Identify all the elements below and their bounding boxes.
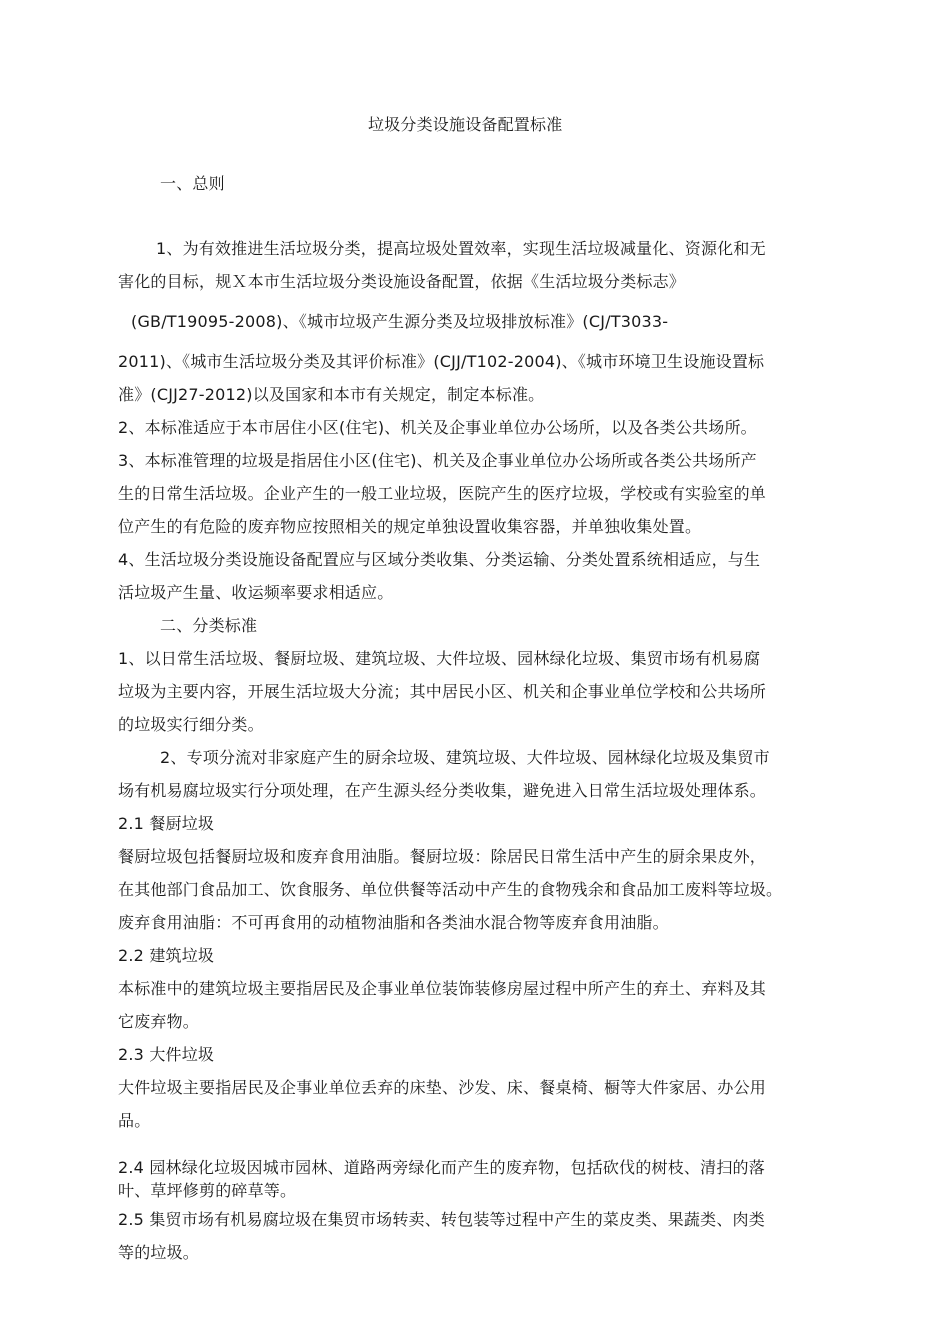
text-line: 餐厨垃圾包括餐厨垃圾和废弃食用油脂。餐厨垃圾：除居民日常生活中产生的厨余果皮外，	[118, 847, 767, 866]
text-line: 生的日常生活垃圾。企业产生的一般工业垃圾，医院产生的医疗垃圾，学校或有实验室的单	[118, 484, 767, 503]
text-line: 垃圾为主要内容，开展生活垃圾大分流；其中居民小区、机关和企事业单位学校和公共场所	[118, 682, 767, 701]
text-line: 的垃圾实行细分类。	[118, 715, 264, 734]
subsection-heading: 2.1 餐厨垃圾	[118, 814, 215, 833]
text-line: 叶、草坪修剪的碎草等。	[118, 1181, 297, 1200]
section-heading: 二、分类标准	[160, 616, 258, 635]
text-line: 等的垃圾。	[118, 1243, 200, 1262]
text-line: 废弃食用油脂：不可再食用的动植物油脂和各类油水混合物等废弃食用油脂。	[118, 913, 669, 932]
text-line: 活垃圾产生量、收运频率要求相适应。	[118, 583, 394, 602]
text-line: (GB/T19095-2008)、《城市垃圾产生源分类及垃圾排放标准》(CJ/T3033-	[131, 312, 669, 331]
text-line: 位产生的有危险的废弃物应按照相关的规定单独设置收集容器，并单独收集处置。	[118, 517, 702, 536]
section-heading: 一、总则	[160, 174, 225, 193]
text-line: 大件垃圾主要指居民及企事业单位丢弃的床垫、沙发、床、餐桌椅、橱等大件家居、办公用	[118, 1078, 767, 1097]
text-line: 2.4 园林绿化垃圾因城市园林、道路两旁绿化而产生的废弃物，包括砍伐的树枝、清扫的落	[118, 1158, 765, 1177]
page-title: 垃圾分类设施设备配置标准	[368, 115, 563, 134]
text-line: 2、本标准适应于本市居住小区(住宅)、机关及企事业单位办公场所，以及各类公共场所。	[118, 418, 757, 437]
text-line: 2011)、《城市生活垃圾分类及其评价标准》(CJJ/T102-2004)、《城市环境卫生设施设置标	[118, 352, 765, 371]
text-line: 准》(CJJ27-2012)以及国家和本市有关规定，制定本标准。	[118, 385, 545, 404]
text-line: 1、以日常生活垃圾、餐厨垃圾、建筑垃圾、大件垃圾、园林绿化垃圾、集贸市场有机易腐	[118, 649, 761, 668]
subsection-heading: 2.3 大件垃圾	[118, 1045, 215, 1064]
text-line: 本标准中的建筑垃圾主要指居民及企事业单位装饰装修房屋过程中所产生的弃土、弃料及其	[118, 979, 767, 998]
text-line: 1、为有效推进生活垃圾分类，提高垃圾处置效率，实现生活垃圾减量化、资源化和无	[156, 239, 766, 258]
text-line: 2.5 集贸市场有机易腐垃圾在集贸市场转卖、转包装等过程中产生的菜皮类、果蔬类、肉类	[118, 1210, 765, 1229]
text-line: 3、本标准管理的垃圾是指居住小区(住宅)、机关及企事业单位办公场所或各类公共场所产	[118, 451, 757, 470]
text-line: 2、专项分流对非家庭产生的厨余垃圾、建筑垃圾、大件垃圾、园林绿化垃圾及集贸市	[160, 748, 770, 767]
text-line: 品。	[118, 1111, 151, 1130]
text-line: 在其他部门食品加工、饮食服务、单位供餐等活动中产生的食物残余和食品加工废料等垃圾。	[118, 880, 783, 899]
subsection-heading: 2.2 建筑垃圾	[118, 946, 215, 965]
text-line: 场有机易腐垃圾实行分项处理，在产生源头经分类收集，避免进入日常生活垃圾处理体系。	[118, 781, 767, 800]
text-line: 4、生活垃圾分类设施设备配置应与区域分类收集、分类运输、分类处置系统相适应，与生	[118, 550, 761, 569]
text-line: 它废弃物。	[118, 1012, 200, 1031]
text-line: 害化的目标，规Ｘ本市生活垃圾分类设施设备配置，依据《生活垃圾分类标志》	[118, 272, 686, 291]
